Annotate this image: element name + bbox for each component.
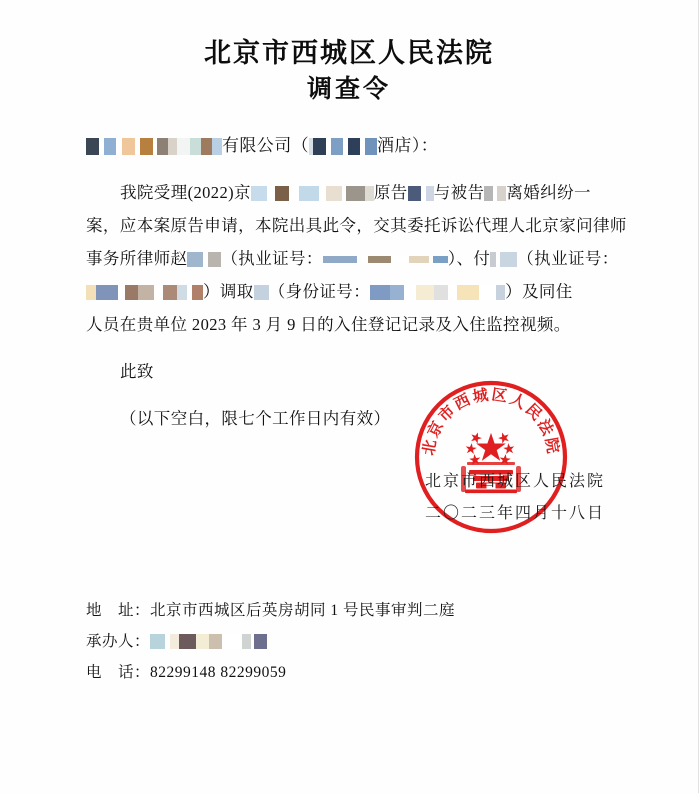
page-title: 北京市西城区人民法院 [204, 38, 494, 69]
body-line3-text-d: （执业证号： [517, 248, 619, 268]
redaction-id-number [370, 285, 505, 300]
redaction-lawyer2-license [86, 285, 203, 300]
recipient-line [86, 129, 620, 162]
signature-zone [400, 378, 630, 558]
footer-address-row [86, 595, 455, 626]
phone-value: 82299148 82299059 [150, 664, 287, 681]
body-line-1 [86, 176, 620, 209]
phone-label: 电 话： [86, 664, 151, 681]
redaction-recipient-hotel [309, 138, 377, 155]
redaction-defendant-name [484, 186, 506, 201]
document-title-block [0, 0, 698, 105]
body-line4-text-a: ）调取 [203, 281, 254, 301]
body-line-2: 案，应本案原告申请，本院出具此令，交其委托诉讼代理人北京家问律师 [86, 215, 627, 235]
redaction-plaintiff-name [408, 186, 434, 201]
body-line3-text-a: 事务所律师赵 [86, 248, 188, 268]
redaction-lawyer1-license [323, 256, 448, 263]
redaction-recipient-company [86, 138, 222, 155]
footer-handler-row [86, 626, 455, 657]
body-line-4 [86, 275, 620, 308]
body-line1-text-d: 离婚纠纷一 [506, 182, 591, 202]
body-line-5: 人员在贵单位 2023 年 3 月 9 日的入住登记记录及入住监控视频。 [86, 314, 571, 334]
recipient-colon: ： [420, 135, 439, 155]
paren-open: （ [291, 135, 310, 155]
closing-text: 此致 [120, 361, 154, 381]
body-line4-text-c: ）及同住 [505, 281, 573, 301]
body-line1-text-b: 原告 [373, 182, 408, 202]
redaction-subject-name [254, 285, 269, 300]
redaction-lawyer1-name [187, 252, 221, 267]
body-line4-text-b: （身份证号： [268, 281, 371, 301]
signing-date: 二〇二三年四月十八日 [424, 505, 605, 522]
signing-court-name: 北京市西城区人民法院 [424, 473, 605, 490]
footer-phone-row [86, 657, 455, 688]
body-line-3 [86, 242, 620, 275]
redaction-lawyer2-name [490, 252, 517, 267]
address-value: 北京市西城区后英房胡同 1 号民事审判二庭 [150, 602, 456, 619]
address-label: 地 址： [86, 602, 151, 619]
recipient-company-suffix: 有限公司 [222, 135, 292, 155]
redaction-handler-name [150, 634, 267, 649]
paren-close: ） [411, 135, 421, 155]
body-line3-text-b: （执业证号： [221, 248, 323, 268]
footer-contact-block [86, 595, 455, 688]
seal-arc-text: 北京市西城区人民法院 [418, 384, 564, 457]
recipient-hotel-suffix: 酒店 [377, 135, 412, 155]
closing-note-text: （以下空白，限七个工作日内有效） [120, 408, 391, 428]
handler-label: 承办人： [86, 633, 151, 650]
body-line3-text-c: ）、付 [447, 248, 491, 268]
redaction-case-number [251, 186, 374, 201]
body-line1-text-c: 与被告 [433, 182, 485, 202]
document-subtitle: 调查令 [306, 73, 391, 103]
body-line1-text-a: 我院受理(2022)京 [120, 182, 251, 202]
